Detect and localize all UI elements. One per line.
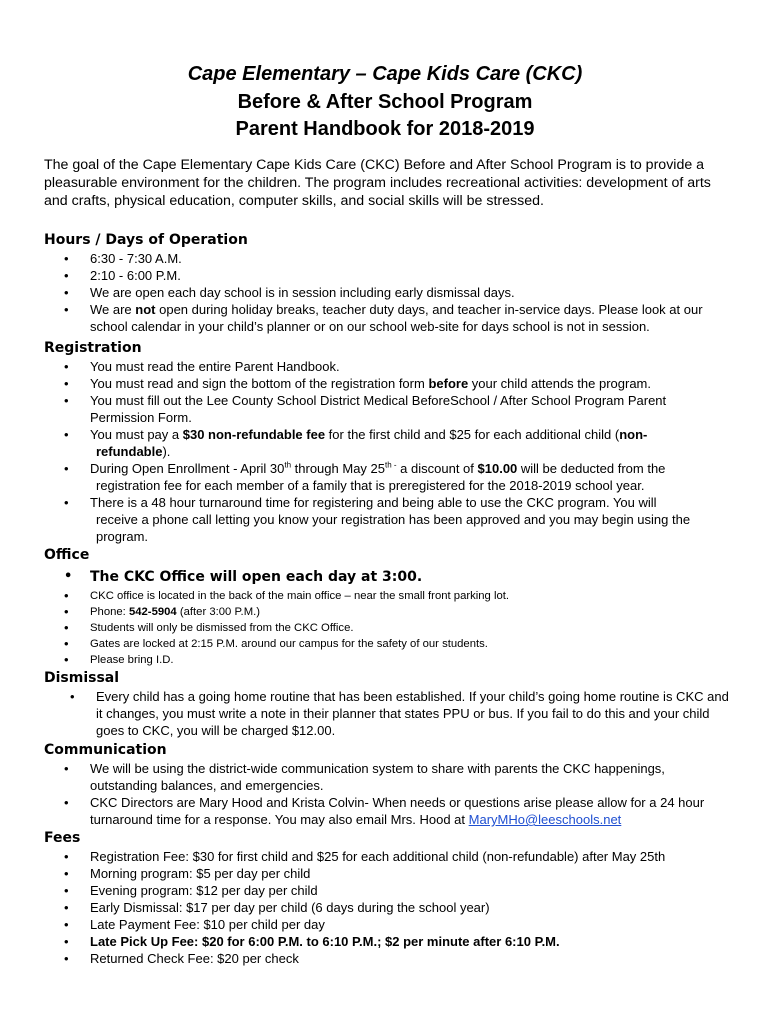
list-item: • We are open each day school is in session including early dismissal days. (64, 284, 734, 301)
list-item: • We are not open during holiday breaks, teacher duty days, and teacher in-service days. Please look at our school calendar in your child’s planner or on our school web-site for days school is not in session. (64, 301, 734, 335)
list-item: • CKC office is located in the back of the main office – near the small front parking lot. (64, 588, 734, 604)
list-item: • Morning program: $5 per day per child (64, 865, 734, 882)
list-item: • Late Payment Fee: $10 per child per day (64, 916, 734, 933)
section-heading-dismissal: Dismissal (44, 670, 120, 686)
list-item: • Please bring I.D. (64, 652, 734, 668)
section-heading-communication: Communication (44, 742, 167, 758)
title-line-2: Before & After School Program (237, 91, 533, 113)
registration-list (64, 358, 734, 545)
list-item: • Students will only be dismissed from the CKC Office. (64, 620, 734, 636)
list-item: • You must pay a $30 non-refundable fee for the first child and $25 for each additional child (non- refundable). (64, 426, 734, 460)
list-item: • Evening program: $12 per day per child (64, 882, 734, 899)
email-link[interactable]: MaryMHo@leeschools.net (468, 812, 622, 827)
list-item: • Gates are locked at 2:15 P.M. around our campus for the safety of our students. (64, 636, 734, 652)
list-item: • You must read and sign the bottom of the registration form before your child attends the program. (64, 375, 734, 392)
list-item: • You must read the entire Parent Handbook. (64, 358, 734, 375)
list-item: • We will be using the district-wide communication system to share with parents the CKC happenings, outstanding balances, and emergencies. (64, 760, 734, 794)
section-heading-office: Office (44, 547, 90, 563)
list-item: • There is a 48 hour turnaround time for registering and being able to use the CKC program. You will receive a phone call letting you know your registration has been approved and you may begin using the program. (64, 494, 734, 545)
list-item: • Early Dismissal: $17 per day per child (6 days during the school year) (64, 899, 734, 916)
list-item: • Phone: 542-5904 (after 3:00 P.M.) (64, 604, 734, 620)
section-heading-hours: Hours / Days of Operation (44, 232, 248, 248)
hours-list (64, 250, 734, 335)
list-item: • 2:10 - 6:00 P.M. (64, 267, 734, 284)
section-heading-registration: Registration (44, 340, 142, 356)
list-item: • Every child has a going home routine that has been established. If your child’s going home routine is CKC and it changes, you must write a note in their planner that states PPU or bus. If you fail to do this and your child goes to CKC, you will be charged $12.00. (70, 688, 730, 739)
list-item: • You must fill out the Lee County School District Medical BeforeSchool / After School Program Parent Permission Form. (64, 392, 734, 426)
list-item: • During Open Enrollment - April 30th through May $25^{th -}$ a discount of $10.00 will be deducted from the registration fee for each member of a family that is preregistered for the 2018-2019 school year. (64, 460, 734, 494)
list-item: • The CKC Office will open each day at 3:00. (64, 566, 734, 588)
list-item: • 6:30 - 7:30 A.M. (64, 250, 734, 267)
list-item: • CKC Directors are Mary Hood and Krista Colvin- When needs or questions arise please allow for a 24 hour turnaround time for a response. You may also email Mrs. Hood at MaryMHo@leeschools.net (64, 794, 734, 828)
dismissal-list (70, 688, 730, 739)
title-line-1: Cape Elementary – Cape Kids Care (CKC) (187, 63, 583, 85)
list-item: • Registration Fee: $30 for first child and $25 for each additional child (non-refundable) after May 25th (64, 848, 734, 865)
intro-paragraph: The goal of the Cape Elementary Cape Kids Care (CKC) Before and After School Program is to provide a pleasurable environment for the children. The program includes recreational activities: development of arts and crafts, physical education, computer skills, and social skills will be stressed. (44, 157, 711, 209)
fees-list (64, 848, 734, 967)
communication-list (64, 760, 734, 828)
section-heading-fees: Fees (44, 830, 81, 846)
title-line-3: Parent Handbook for 2018-2019 (235, 118, 535, 140)
office-list (64, 566, 734, 668)
list-item: • Late Pick Up Fee: $20 for 6:00 P.M. to 6:10 P.M.; $2 per minute after 6:10 P.M. (64, 933, 734, 950)
list-item: • Returned Check Fee: $20 per check (64, 950, 734, 967)
